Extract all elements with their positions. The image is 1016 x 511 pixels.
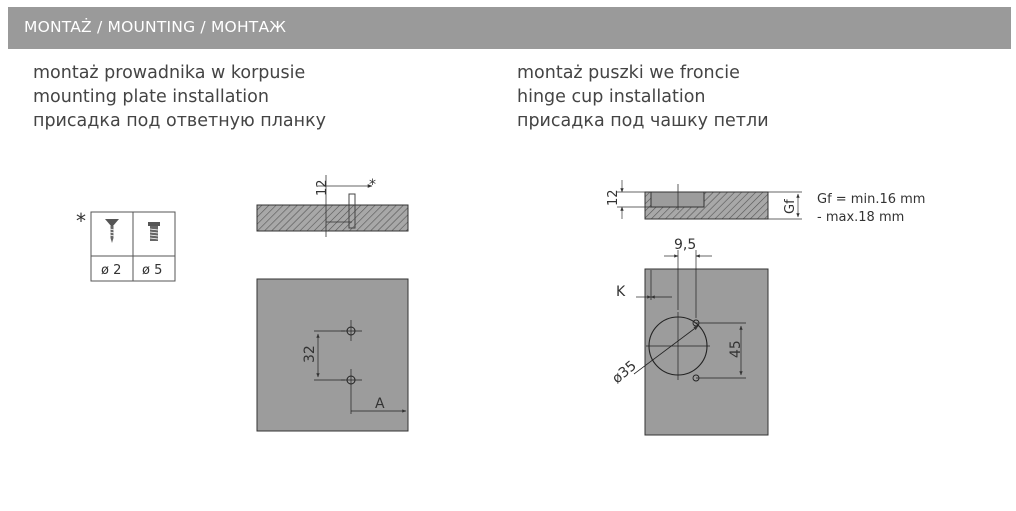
screw-table [76,209,175,281]
countersunk-screw-icon [105,219,119,243]
section-marker: * [369,177,376,193]
cup-recess [651,192,704,207]
diameter-2: ø 2 [101,263,122,278]
caption-line-pl: montaż prowadnika w korpusie [33,63,306,83]
hinge-cup-section [606,180,925,225]
dim-9-5-label: 9,5 [674,237,697,253]
mounting-plate-section [257,175,408,237]
caption-line-en: hinge cup installation [517,87,706,107]
caption-line-ru: присадка под чашку петли [517,111,769,131]
diameter-5: ø 5 [142,263,163,278]
cabinet-side-section [257,205,408,231]
asterisk-marker: * [76,209,86,233]
gf-note-max: - max.18 mm [817,210,905,225]
gf-label: Gf [783,199,798,214]
dim-35-label: ø35 [609,357,640,388]
caption-line-pl: montaż puszki we froncie [517,63,740,83]
euro-screw-icon [148,222,160,241]
cabinet-side-panel [257,279,408,431]
dim-45-label: 45 [728,340,744,358]
caption-line-ru: присадка под ответную планку [33,111,327,131]
page-title: MONTAŻ / MOUNTING / МОНТАЖ [24,18,287,36]
hinge-cup-front [609,237,768,435]
mounting-plate-front [257,279,408,431]
dim-a-label: A [375,396,385,412]
dim-32-label: 32 [302,345,318,363]
dim-12-cup-label: 12 [606,189,621,206]
dim-12-label: 12 [315,179,330,196]
gf-note-min: Gf = min.16 mm [817,192,926,207]
dim-k-label: K [616,284,626,300]
caption-line-en: mounting plate installation [33,87,269,107]
